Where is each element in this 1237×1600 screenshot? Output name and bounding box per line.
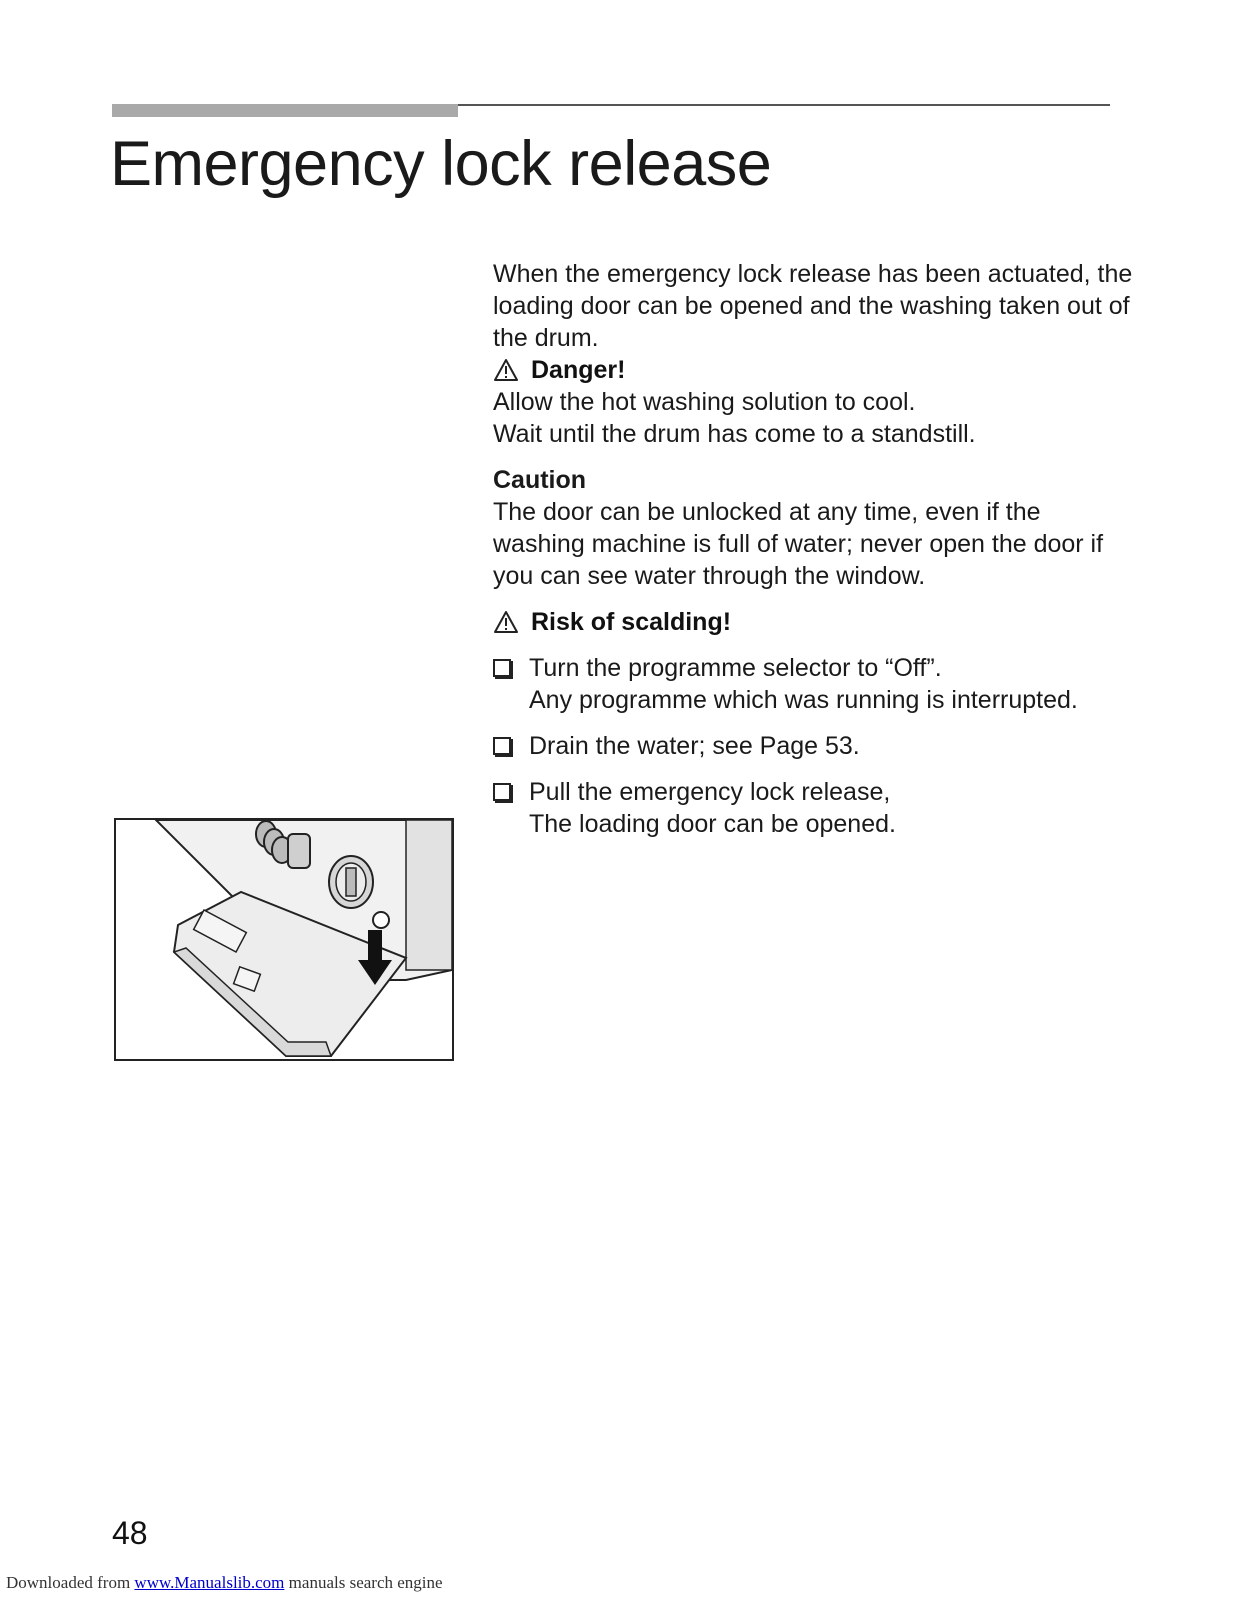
- step-line: Turn the programme selector to “Off”.: [529, 654, 942, 682]
- illustration-drawing: [116, 820, 452, 1059]
- list-item: [493, 776, 1133, 840]
- caution-section: [493, 464, 1133, 592]
- footer: [6, 1573, 443, 1593]
- footer-suffix: manuals search engine: [284, 1573, 443, 1592]
- page-title: Emergency lock release: [110, 129, 772, 199]
- checkbox-bullet-icon: [493, 659, 511, 677]
- danger-line: Wait until the drum has come to a standstill.: [493, 420, 976, 448]
- danger-heading-row: [493, 354, 1133, 386]
- emergency-release-illustration: [114, 818, 454, 1061]
- list-item: [493, 652, 1133, 716]
- danger-heading: Danger!: [531, 356, 626, 384]
- risk-heading: Risk of scalding!: [531, 608, 732, 636]
- list-item: [493, 730, 1133, 762]
- risk-heading-row: [493, 606, 1133, 638]
- warning-triangle-icon: [493, 358, 519, 382]
- header-rule-thick: [112, 104, 458, 117]
- caution-heading: Caution: [493, 466, 587, 494]
- caution-text: The door can be unlocked at any time, even if the washing machine is full of water; never open the door if you can see water through the window.: [493, 498, 1104, 590]
- checkbox-bullet-icon: [493, 737, 511, 755]
- page-number: 48: [112, 1515, 148, 1551]
- danger-line: Allow the hot washing solution to cool.: [493, 388, 916, 416]
- step-line: Pull the emergency lock release,: [529, 778, 891, 806]
- intro-paragraph: When the emergency lock release has been actuated, the loading door can be opened and the washing taken out of the drum.: [493, 260, 1133, 352]
- main-column: [493, 258, 1133, 854]
- step-line: The loading door can be opened.: [529, 810, 896, 838]
- warning-triangle-icon: [493, 610, 519, 634]
- step-line: Any programme which was running is interrupted.: [529, 686, 1078, 714]
- checkbox-bullet-icon: [493, 783, 511, 801]
- footer-prefix: Downloaded from: [6, 1573, 135, 1592]
- manualslib-link[interactable]: www.Manualslib.com: [134, 1573, 285, 1592]
- danger-section: [493, 354, 1133, 450]
- step-line: Drain the water; see Page 53.: [529, 732, 860, 760]
